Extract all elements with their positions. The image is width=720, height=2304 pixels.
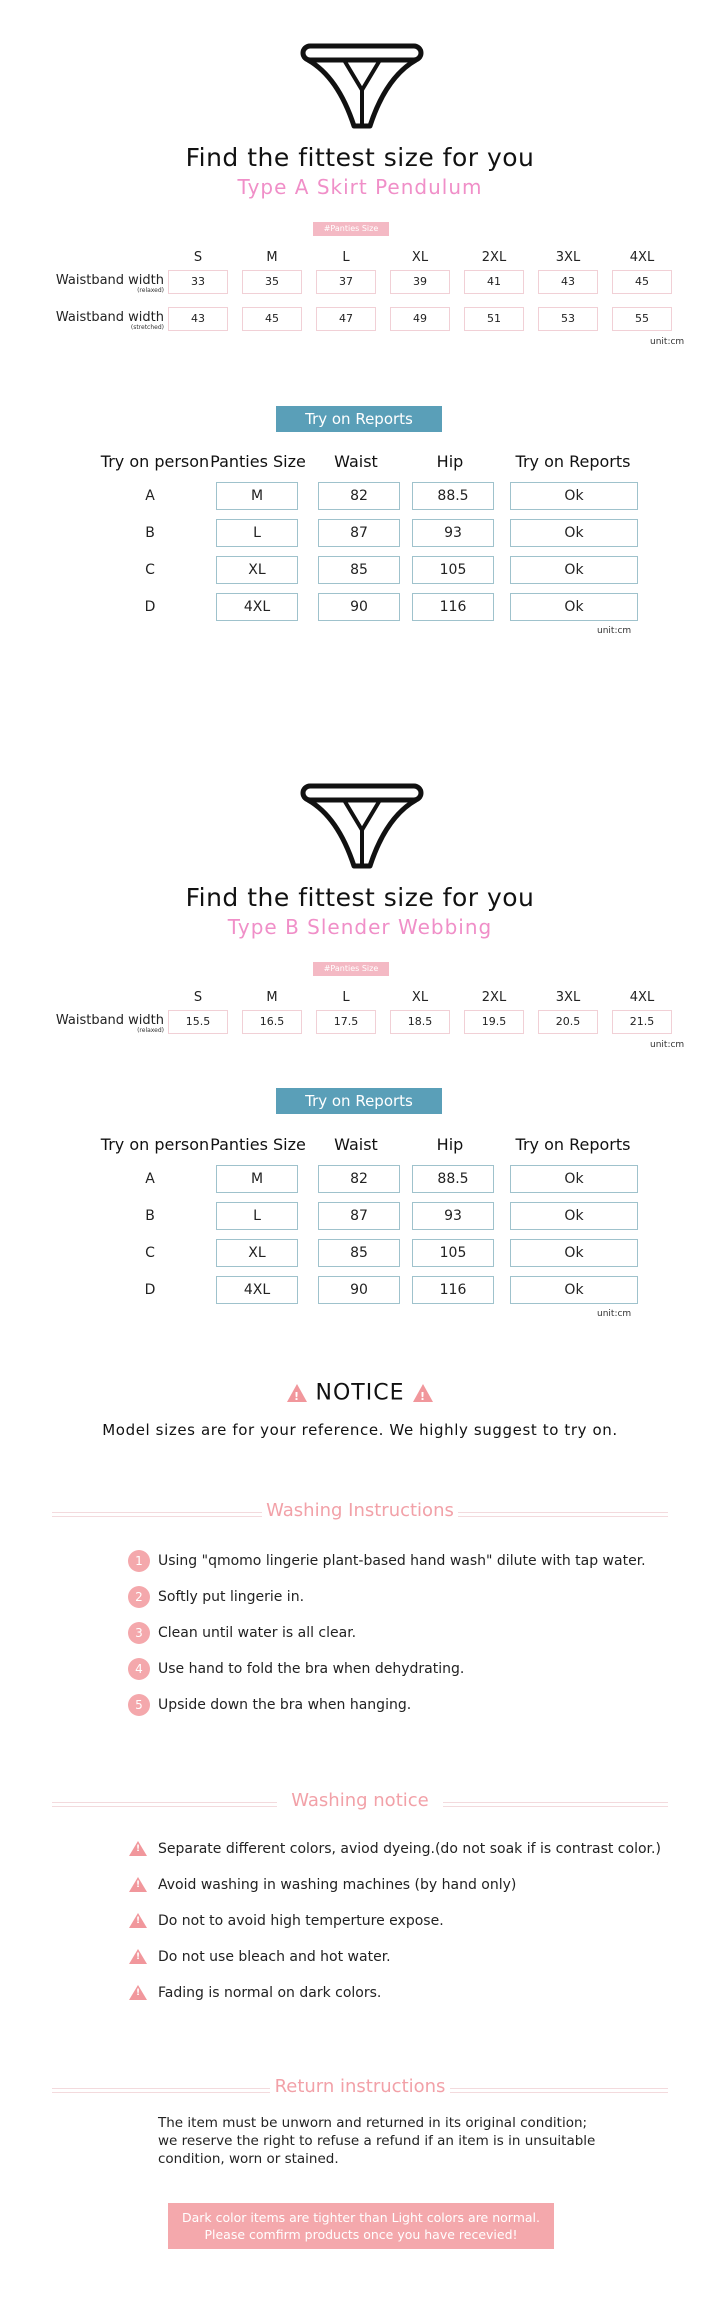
- unit-label: unit:cm: [597, 626, 632, 636]
- step-text: Use hand to fold the bra when dehydrating.: [158, 1661, 465, 1677]
- waist-cell: 85: [318, 1239, 400, 1267]
- hip-cell: 88.5: [412, 482, 494, 510]
- report-cell: Ok: [510, 1239, 638, 1267]
- return-line: The item must be unworn and returned in its original condition;: [158, 2115, 588, 2131]
- waist-cell: 82: [318, 482, 400, 510]
- table-header: Try on person: [100, 452, 210, 471]
- panties-size-badge: #Panties Size: [313, 962, 389, 976]
- row-label-text: Waistband width: [55, 310, 164, 325]
- size-cell: 4XL: [216, 593, 298, 621]
- person-label: B: [145, 525, 155, 541]
- size-label: 4XL: [629, 990, 655, 1005]
- size-cell: 4XL: [216, 1276, 298, 1304]
- row-label: [30, 274, 164, 294]
- waist-cell: 87: [318, 1202, 400, 1230]
- hip-cell: 88.5: [412, 1165, 494, 1193]
- notice-text: Model sizes are for your reference. We highly suggest to try on.: [102, 1421, 618, 1439]
- person-label: A: [145, 488, 155, 504]
- table-header: Hip: [436, 1135, 464, 1154]
- step-number-badge: 3: [128, 1622, 150, 1644]
- section-a-subtitle: Type A Skirt Pendulum: [237, 175, 483, 199]
- size-cell: 43: [538, 270, 598, 294]
- report-cell: Ok: [510, 1202, 638, 1230]
- step-text: Upside down the bra when hanging.: [158, 1697, 412, 1713]
- row-label-note: (stretched): [130, 324, 164, 331]
- report-cell: Ok: [510, 593, 638, 621]
- size-cell: 19.5: [464, 1010, 524, 1034]
- hip-cell: 105: [412, 1239, 494, 1267]
- person-label: C: [145, 1245, 155, 1261]
- dark-color-notice-box: [168, 2203, 554, 2249]
- unit-label: unit:cm: [650, 1040, 685, 1050]
- waist-cell: 87: [318, 519, 400, 547]
- size-cell: 45: [612, 270, 672, 294]
- return-line: condition, worn or stained.: [158, 2151, 339, 2167]
- section-b-title: Find the fittest size for you: [185, 883, 535, 912]
- size-label: M: [266, 250, 278, 265]
- size-label: 2XL: [481, 250, 507, 265]
- size-label: S: [193, 990, 203, 1005]
- person-label: A: [145, 1171, 155, 1187]
- report-cell: Ok: [510, 519, 638, 547]
- table-header: Waist: [334, 452, 378, 471]
- notice-item-text: Avoid washing in washing machines (by hand only): [158, 1877, 517, 1893]
- person-label: C: [145, 562, 155, 578]
- svg-text:!: !: [420, 1390, 427, 1403]
- person-label: B: [145, 1208, 155, 1224]
- step-number-badge: 5: [128, 1694, 150, 1716]
- size-cell: 53: [538, 307, 598, 331]
- svg-text:!: !: [293, 1390, 300, 1403]
- size-label: 2XL: [481, 990, 507, 1005]
- size-label: L: [342, 250, 350, 265]
- size-cell: 33: [168, 270, 228, 294]
- hip-cell: 116: [412, 1276, 494, 1304]
- size-cell: 17.5: [316, 1010, 376, 1034]
- table-header: Try on Reports: [515, 452, 631, 471]
- return-text: [158, 2114, 595, 2168]
- step-number-badge: 2: [128, 1586, 150, 1608]
- panties-size-badge: #Panties Size: [313, 222, 389, 236]
- size-label: 3XL: [555, 990, 581, 1005]
- size-cell: L: [216, 519, 298, 547]
- row-label-note: (relaxed): [137, 1027, 164, 1034]
- size-cell: 45: [242, 307, 302, 331]
- hip-cell: 116: [412, 593, 494, 621]
- notice-title: NOTICE: [315, 1380, 405, 1406]
- waist-cell: 85: [318, 556, 400, 584]
- report-cell: Ok: [510, 482, 638, 510]
- try-on-reports-banner: Try on Reports: [276, 406, 442, 432]
- size-cell: 43: [168, 307, 228, 331]
- section-a-title: Find the fittest size for you: [185, 143, 535, 172]
- notice-item-text: Separate different colors, aviod dyeing.(do not soak if is contrast color.): [158, 1841, 661, 1857]
- size-cell: 18.5: [390, 1010, 450, 1034]
- person-label: D: [144, 1282, 156, 1298]
- size-label: S: [193, 250, 203, 265]
- try-on-reports-banner: Try on Reports: [276, 1088, 442, 1114]
- size-cell: 47: [316, 307, 376, 331]
- table-header: Hip: [436, 452, 464, 471]
- size-cell: XL: [216, 1239, 298, 1267]
- size-label: XL: [411, 250, 429, 265]
- table-header: Try on Reports: [515, 1135, 631, 1154]
- report-cell: Ok: [510, 556, 638, 584]
- size-cell: 35: [242, 270, 302, 294]
- washing-instructions-title: Washing Instructions: [266, 1500, 454, 1521]
- notice-box-line: Please comfirm products once you have recevied!: [204, 2227, 518, 2242]
- size-cell: 39: [390, 270, 450, 294]
- hip-cell: 93: [412, 519, 494, 547]
- warning-icon: !: [129, 1949, 147, 1964]
- step-text: Using "qmomo lingerie plant-based hand wash" dilute with tap water.: [158, 1553, 646, 1569]
- notice-heading: [0, 1380, 720, 1406]
- size-cell: L: [216, 1202, 298, 1230]
- waist-cell: 82: [318, 1165, 400, 1193]
- report-cell: Ok: [510, 1276, 638, 1304]
- return-instructions-title: Return instructions: [274, 2076, 446, 2097]
- table-header: Panties Size: [210, 1135, 306, 1154]
- size-label: 3XL: [555, 250, 581, 265]
- section-b-subtitle: Type B Slender Webbing: [227, 915, 493, 939]
- warning-icon: !: [129, 1877, 147, 1892]
- hip-cell: 93: [412, 1202, 494, 1230]
- warning-icon: [412, 1383, 434, 1403]
- unit-label: unit:cm: [597, 1309, 632, 1319]
- size-cell: 15.5: [168, 1010, 228, 1034]
- underwear-icon: [298, 782, 426, 872]
- step-text: Softly put lingerie in.: [158, 1589, 305, 1605]
- size-cell: XL: [216, 556, 298, 584]
- warning-icon: [286, 1383, 308, 1403]
- step-number-badge: 1: [128, 1550, 150, 1572]
- size-cell: 16.5: [242, 1010, 302, 1034]
- notice-item-text: Do not to avoid high temperture expose.: [158, 1913, 444, 1929]
- row-label-note: (relaxed): [137, 287, 164, 294]
- step-text: Clean until water is all clear.: [158, 1625, 357, 1641]
- size-cell: M: [216, 1165, 298, 1193]
- warning-icon: !: [129, 1985, 147, 2000]
- size-cell: 41: [464, 270, 524, 294]
- waist-cell: 90: [318, 1276, 400, 1304]
- step-number-badge: 4: [128, 1658, 150, 1680]
- size-cell: 20.5: [538, 1010, 598, 1034]
- warning-icon: !: [129, 1841, 147, 1856]
- size-label: M: [266, 990, 278, 1005]
- size-cell: 37: [316, 270, 376, 294]
- person-label: D: [144, 599, 156, 615]
- row-label: [30, 311, 164, 331]
- size-label: XL: [411, 990, 429, 1005]
- table-header: Panties Size: [210, 452, 306, 471]
- size-cell: 55: [612, 307, 672, 331]
- size-label: L: [342, 990, 350, 1005]
- table-header: Waist: [334, 1135, 378, 1154]
- hip-cell: 105: [412, 556, 494, 584]
- size-cell: M: [216, 482, 298, 510]
- underwear-icon: [298, 42, 426, 132]
- notice-item-text: Fading is normal on dark colors.: [158, 1985, 382, 2001]
- washing-notice-title: Washing notice: [291, 1790, 429, 1811]
- report-cell: Ok: [510, 1165, 638, 1193]
- notice-item-text: Do not use bleach and hot water.: [158, 1949, 391, 1965]
- size-cell: 21.5: [612, 1010, 672, 1034]
- row-label: [30, 1014, 164, 1034]
- row-label-text: Waistband width: [55, 273, 164, 288]
- waist-cell: 90: [318, 593, 400, 621]
- warning-icon: !: [129, 1913, 147, 1928]
- table-header: Try on person: [100, 1135, 210, 1154]
- notice-box-line: Dark color items are tighter than Light colors are normal.: [181, 2210, 540, 2225]
- size-cell: 51: [464, 307, 524, 331]
- size-label: 4XL: [629, 250, 655, 265]
- size-cell: 49: [390, 307, 450, 331]
- unit-label: unit:cm: [650, 337, 685, 347]
- return-line: we reserve the right to refuse a refund if an item is in unsuitable: [158, 2133, 596, 2149]
- row-label-text: Waistband width: [55, 1013, 164, 1028]
